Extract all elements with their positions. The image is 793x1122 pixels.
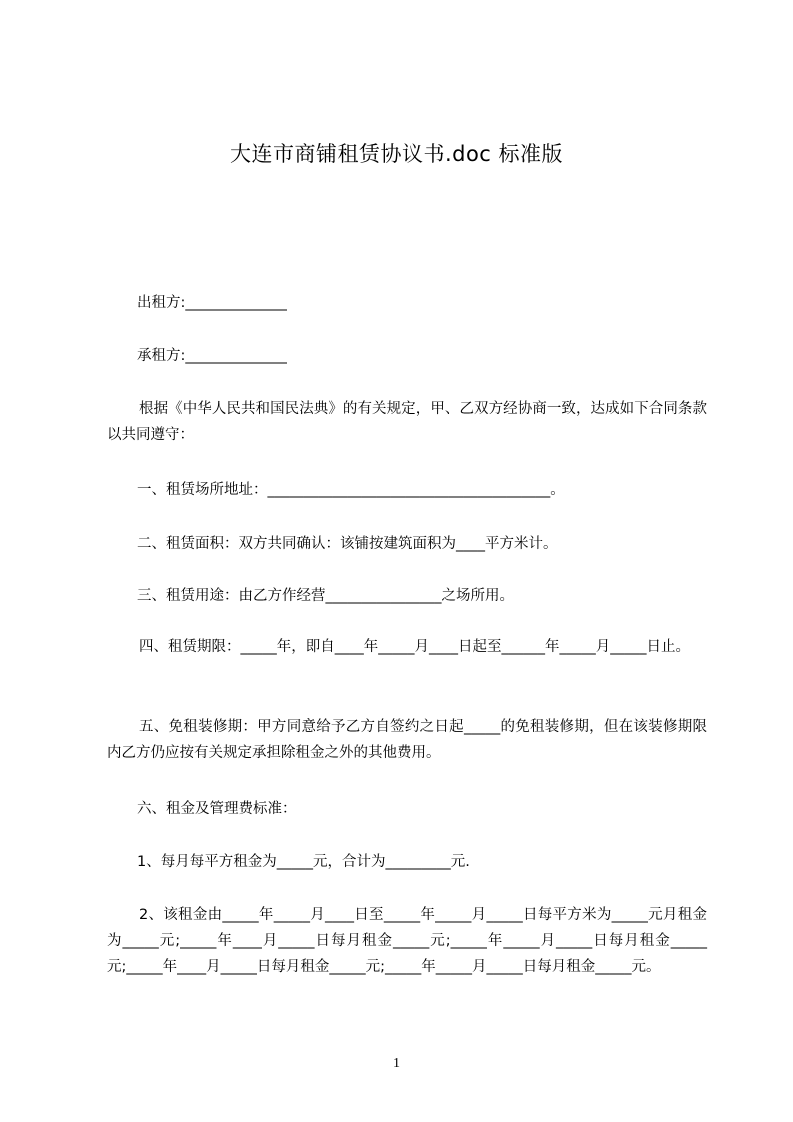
intro-paragraph: 根据《中华人民共和国民法典》的有关规定，甲、乙双方经协商一致，达成如下合同条款以共同遵守： — [107, 401, 707, 443]
lessor-line: 出租方:______________ — [137, 295, 287, 311]
page-number: 1 — [393, 1056, 400, 1071]
clause-4-term: 四、租赁期限：_____年，即自____年_____月____日起至______年_____月_____日止。 — [139, 639, 690, 655]
clause-2-area: 二、租赁面积：双方共同确认：该铺按建筑面积为____平方米计。 — [137, 536, 558, 552]
clause-5-renovation: 五、免租装修期：甲方同意给予乙方自签约之日起_____的免租装修期，但在该装修期限内乙方仍应按有关规定承担除租金之外的其他费用。 — [107, 719, 707, 761]
document-title: 大连市商铺租赁协议书.doc 标准版 — [229, 142, 564, 166]
clause-6-2-rent-schedule: 2、该租金由_____年_____月____日至_____年_____月_____日每平方米为_____元月租金为_____元;_____年____月_____日每月租金_____元;_____年_____月_____日每月租金_____元;_____年____月_____日每月租金_____元;_____年_____月_____日每月租金_____元。 — [107, 907, 707, 975]
clause-1-address: 一、租赁场所地址：_______________________________________。 — [137, 482, 565, 498]
lessee-line: 承租方:______________ — [137, 348, 287, 364]
clause-6-heading: 六、租金及管理费标准： — [137, 801, 297, 817]
clause-6-1-rent: 1、每月每平方租金为_____元，合计为_________元. — [137, 854, 470, 870]
clause-3-usage: 三、租赁用途：由乙方作经营________________之场所用。 — [137, 588, 514, 604]
